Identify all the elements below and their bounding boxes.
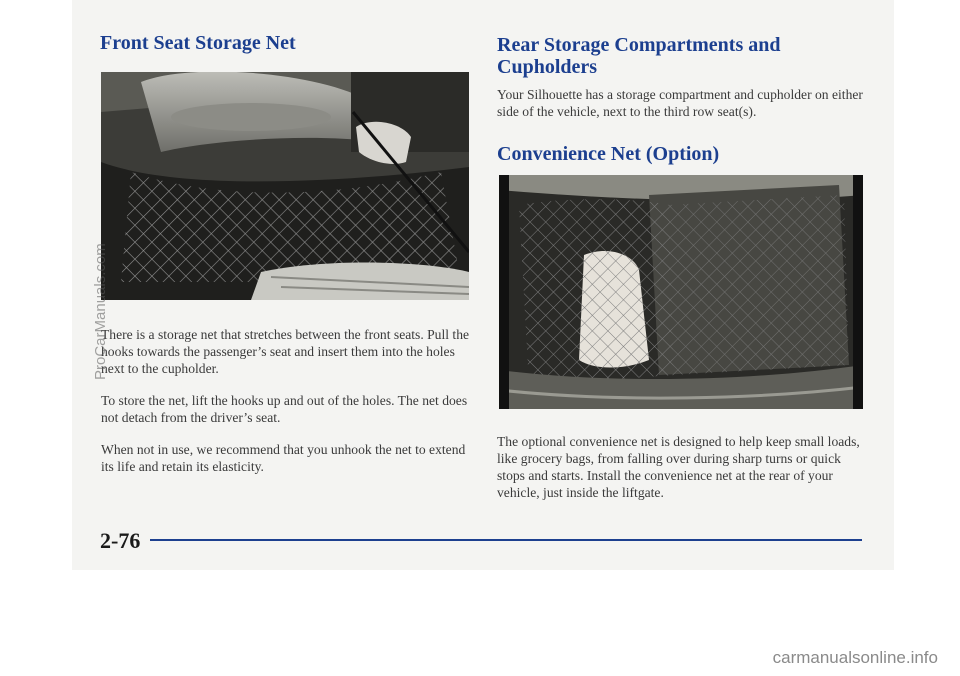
rear-storage-paragraph: Your Silhouette has a storage compartment and cupholder on either side of the vehicle, next to the third row seat(s). — [497, 87, 863, 119]
side-watermark: ProCarManuals.com — [92, 243, 109, 380]
bottom-watermark: carmanualsonline.info — [772, 648, 938, 667]
front-net-paragraph-2: To store the net, lift the hooks up and out of the holes. The net does not detach from the driver’s seat. — [101, 393, 468, 425]
convenience-net-illustration — [499, 175, 863, 409]
convenience-net-paragraph: The optional convenience net is designed to help keep small loads, like grocery bags, from falling over during sharp turns or quick stops and starts. Install the convenience net at the rear of your vehicle, just inside the liftgate. — [497, 434, 860, 500]
page-number: 2-76 — [100, 528, 141, 553]
footer-rule — [150, 539, 862, 541]
front-net-paragraph-1: There is a storage net that stretches between the front seats. Pull the hooks towards the passenger’s seat and insert them into the holes next to the cupholder. — [101, 327, 470, 376]
front-seat-net-illustration — [101, 72, 469, 300]
convenience-net-heading: Convenience Net (Option) — [497, 143, 720, 165]
front-seat-net-photo — [101, 72, 469, 300]
rear-storage-heading: Rear Storage Compartments and Cupholders — [497, 34, 781, 78]
front-seat-storage-net-heading: Front Seat Storage Net — [100, 32, 296, 54]
front-net-paragraph-3: When not in use, we recommend that you unhook the net to extend its life and retain its elasticity. — [101, 442, 466, 474]
convenience-net-photo — [499, 175, 863, 409]
